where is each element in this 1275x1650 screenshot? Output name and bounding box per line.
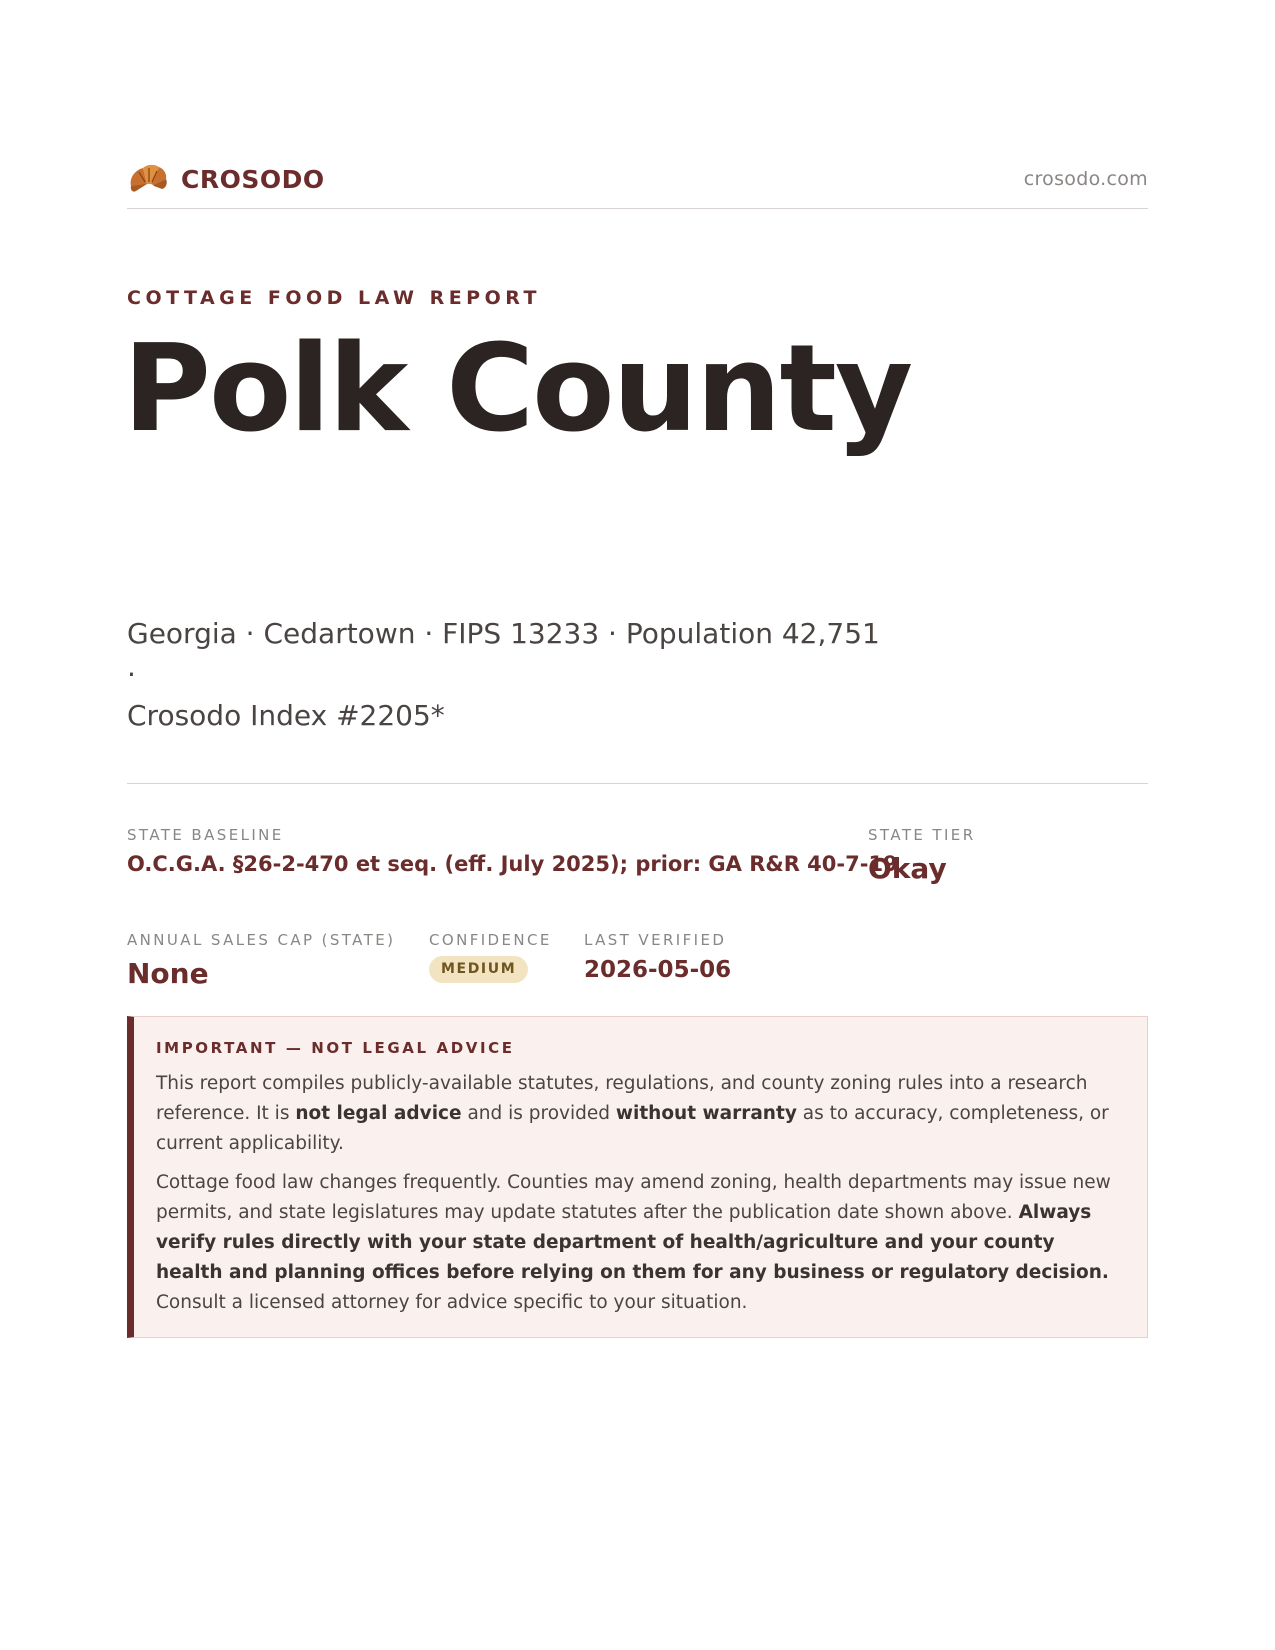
county-meta bbox=[127, 613, 887, 736]
confidence-label: CONFIDENCE bbox=[429, 931, 552, 949]
last-verified-value: 2026-05-06 bbox=[584, 957, 732, 983]
state-baseline-label: STATE BASELINE bbox=[127, 826, 284, 844]
disclaimer-emphasis: Always verify rules directly with your state department of health/agriculture and your county health and planning offices before relying on them for any business or regulatory decision. bbox=[156, 1202, 1109, 1283]
sales-cap-label: ANNUAL SALES CAP (STATE) bbox=[127, 931, 396, 949]
county-meta-line-2: Crosodo Index #2205* bbox=[127, 699, 445, 732]
disclaimer-text: as to accuracy, completeness, or current applicability. bbox=[156, 1103, 1109, 1154]
disclaimer-text: and is provided bbox=[461, 1103, 616, 1124]
section-divider bbox=[127, 783, 1148, 784]
site-url[interactable]: crosodo.com bbox=[1023, 168, 1148, 190]
report-eyebrow: COTTAGE FOOD LAW REPORT bbox=[127, 287, 541, 309]
disclaimer-title: IMPORTANT — NOT LEGAL ADVICE bbox=[156, 1039, 515, 1057]
brand-name: CROSODO bbox=[181, 164, 325, 194]
croissant-icon bbox=[127, 160, 169, 198]
state-baseline-value: O.C.G.A. §26-2-470 et seq. (eff. July 2025); prior: GA R&R 40-7-19 bbox=[127, 852, 898, 876]
county-meta-line-1: Georgia · Cedartown · FIPS 13233 · Population 42,751 · bbox=[127, 617, 880, 691]
disclaimer-text: Cottage food law changes frequently. Counties may amend zoning, health departments may issue new permits, and state legislatures may update statutes after the publication date shown above. bbox=[156, 1172, 1111, 1223]
disclaimer-emphasis: without warranty bbox=[615, 1103, 797, 1124]
disclaimer-emphasis: not legal advice bbox=[295, 1103, 462, 1124]
brand bbox=[127, 160, 325, 198]
page-header bbox=[127, 152, 1148, 209]
confidence-badge: MEDIUM bbox=[429, 956, 528, 983]
last-verified-label: LAST VERIFIED bbox=[584, 931, 727, 949]
state-tier-label: STATE TIER bbox=[868, 826, 976, 844]
disclaimer-paragraph-1 bbox=[156, 1069, 1123, 1159]
disclaimer-paragraph-2 bbox=[156, 1168, 1123, 1318]
disclaimer-text: This report compiles publicly-available statutes, regulations, and county zoning rules into a research reference. It is bbox=[156, 1073, 1088, 1124]
sales-cap-value: None bbox=[127, 957, 209, 990]
disclaimer-text: Consult a licensed attorney for advice specific to your situation. bbox=[156, 1292, 748, 1313]
state-tier-value: Okay bbox=[868, 852, 947, 885]
legal-disclaimer bbox=[127, 1016, 1148, 1338]
page-title: Polk County bbox=[123, 320, 912, 459]
